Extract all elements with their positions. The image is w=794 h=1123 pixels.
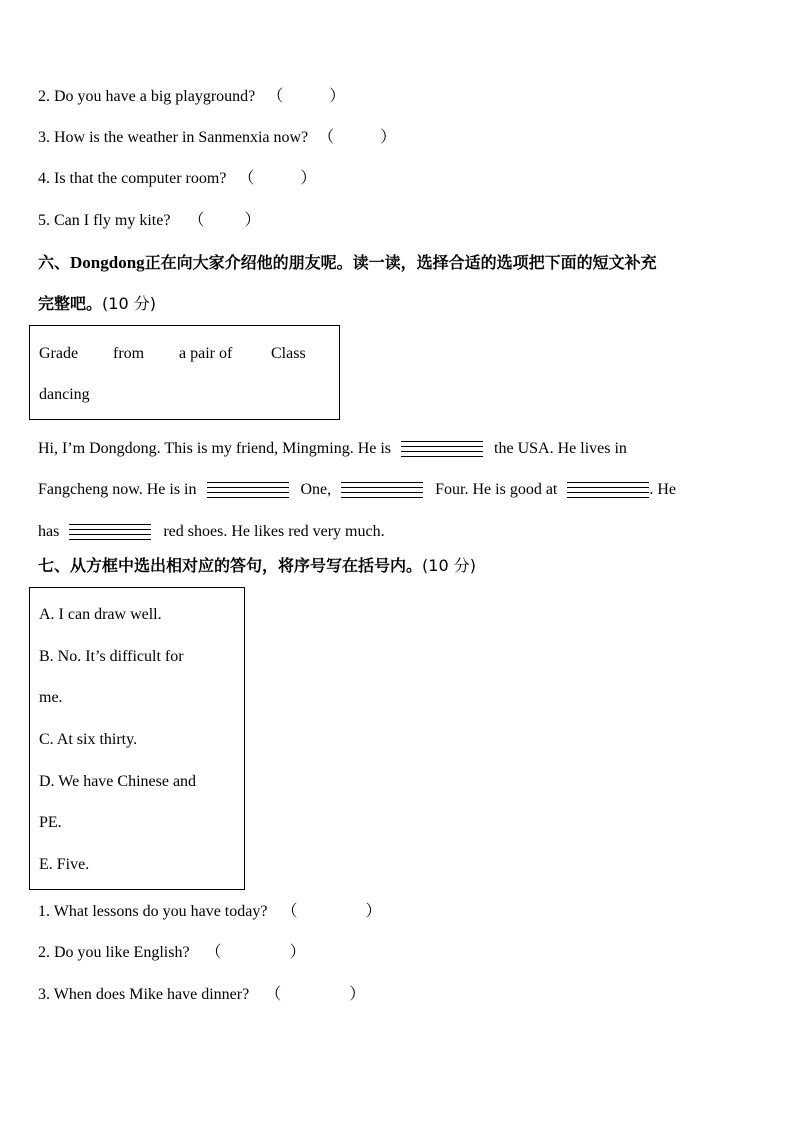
question-item <box>38 943 306 963</box>
heading-instruction: 正在向大家介绍他的朋友呢。读一读，选择合适的选项把下面的短文补充 <box>144 253 657 272</box>
passage-text: Fangcheng now. He is in <box>38 481 197 498</box>
answer-options-box <box>29 587 245 890</box>
question-item <box>38 87 345 107</box>
points-label: (10 分) <box>102 294 156 313</box>
answer-option: me. <box>39 689 63 706</box>
fill-blank[interactable] <box>341 478 423 502</box>
passage-line-1 <box>38 437 627 461</box>
points-label: (10 分) <box>422 556 476 575</box>
question-text: 3. How is the weather in Sanmenxia now? <box>38 129 309 146</box>
fill-blank[interactable] <box>401 437 483 461</box>
question-item <box>38 902 381 922</box>
passage-text: red shoes. He likes red very much. <box>163 523 385 540</box>
answer-paren[interactable]: （ ） <box>238 170 317 187</box>
answer-option: PE. <box>39 814 62 831</box>
question-item <box>38 211 260 231</box>
answer-paren[interactable]: （ ） <box>267 88 346 105</box>
answer-paren[interactable]: （ ） <box>188 212 261 229</box>
passage-text: the USA. He lives in <box>494 440 627 457</box>
answer-option: D. We have Chinese and <box>39 773 197 790</box>
answer-paren[interactable]: （ ） <box>205 944 306 961</box>
question-text: 5. Can I fly my kite? <box>38 212 171 229</box>
passage-text: Four. He is good at <box>435 481 558 498</box>
passage-text: Hi, I’m Dongdong. This is my friend, Mingming. He is <box>38 440 392 457</box>
fill-blank[interactable] <box>207 478 289 502</box>
fill-blank[interactable] <box>69 520 151 544</box>
answer-paren[interactable]: （ ） <box>281 903 382 920</box>
question-item <box>38 169 316 189</box>
passage-text: . He <box>649 481 677 498</box>
question-text: 4. Is that the computer room? <box>38 170 227 187</box>
word-bank-item: dancing <box>39 386 90 403</box>
answer-option: B. No. It’s difficult for <box>39 648 184 665</box>
fill-blank[interactable] <box>567 478 649 502</box>
answer-option: A. I can draw well. <box>39 606 162 623</box>
section-6-heading <box>38 253 657 273</box>
question-text: 1. What lessons do you have today? <box>38 903 268 920</box>
heading-instruction: 七、从方框中选出相对应的答句，将序号写在括号内。 <box>38 556 423 575</box>
answer-paren[interactable]: （ ） <box>265 986 366 1003</box>
word-bank-item: Class <box>271 345 306 362</box>
passage-line-3 <box>38 520 385 544</box>
section-7-heading <box>38 556 476 576</box>
question-item <box>38 985 365 1005</box>
heading-name: Dongdong <box>70 253 145 272</box>
word-bank-item: from <box>113 345 145 362</box>
passage-line-2 <box>38 478 676 502</box>
answer-paren[interactable]: （ ） <box>318 129 397 146</box>
passage-text: One, <box>300 481 332 498</box>
section-6-heading-line2 <box>38 294 156 314</box>
passage-text: has <box>38 523 60 540</box>
question-text: 2. Do you have a big playground? <box>38 88 256 105</box>
heading-instruction-cont: 完整吧。 <box>38 294 103 313</box>
answer-option: E. Five. <box>39 856 90 873</box>
word-bank-item: Grade <box>39 345 79 362</box>
word-bank-box <box>29 325 340 420</box>
question-item <box>38 128 396 148</box>
question-text: 3. When does Mike have dinner? <box>38 986 250 1003</box>
word-bank-item: a pair of <box>179 345 233 362</box>
answer-option: C. At six thirty. <box>39 731 138 748</box>
section-number: 六、 <box>38 253 71 272</box>
question-text: 2. Do you like English? <box>38 944 190 961</box>
